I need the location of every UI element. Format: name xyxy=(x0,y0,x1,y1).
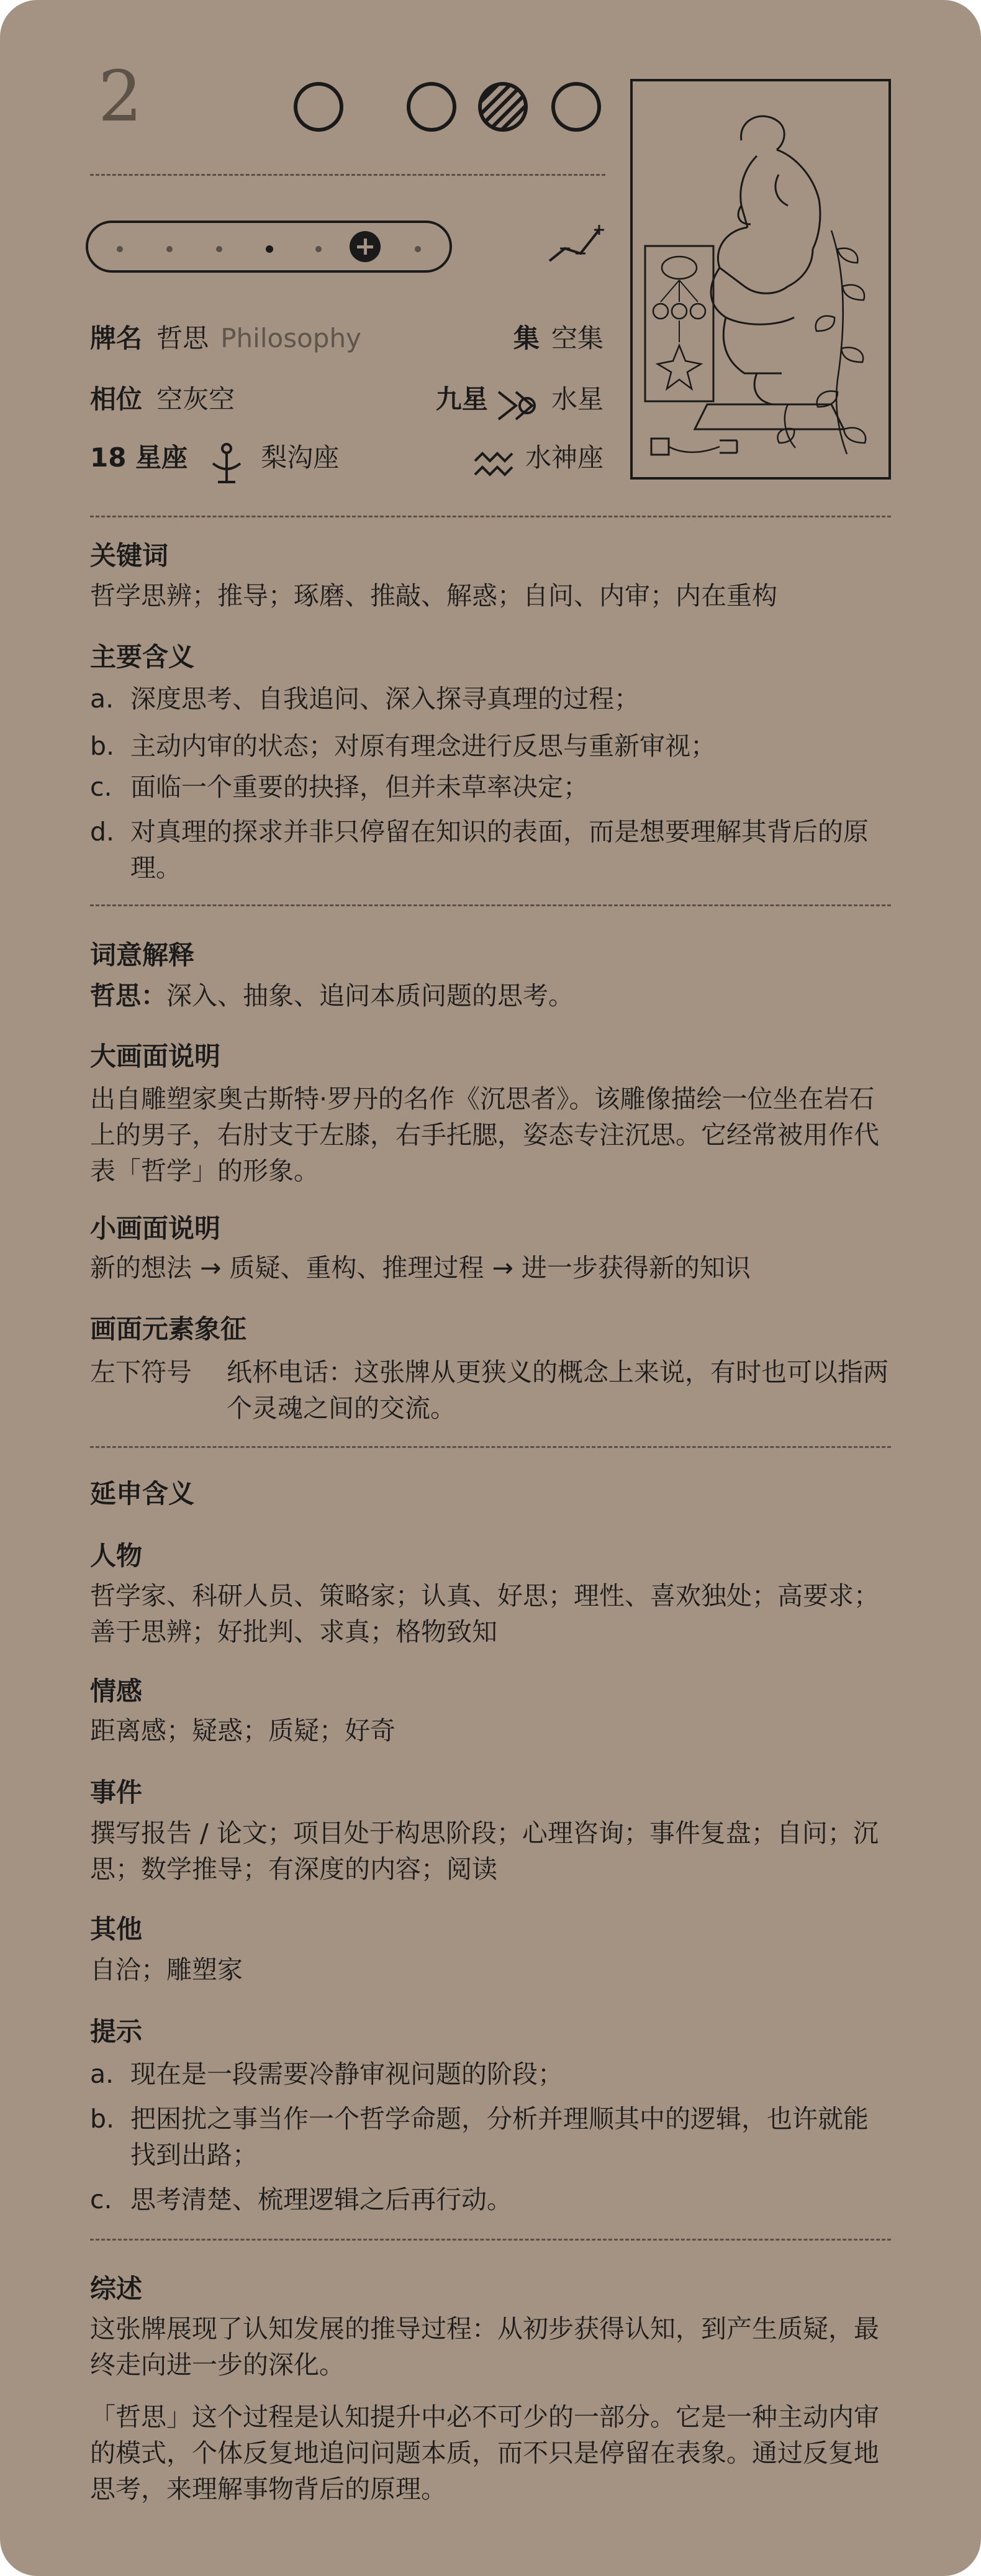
circle-empty-icon xyxy=(551,82,601,132)
keywords-text: 哲学思辨；推导；琢磨、推敲、解惑；自问、内审；内在重构 xyxy=(90,581,777,611)
word-meaning-line xyxy=(90,978,891,1014)
item-mark: b. xyxy=(90,2104,115,2134)
emotion-title: 情感 xyxy=(90,1676,143,1706)
item-mark: b. xyxy=(90,731,115,761)
keywords-title: 关键词 xyxy=(90,540,169,571)
divider xyxy=(90,516,891,517)
item-mark: c. xyxy=(90,2185,112,2214)
tip-item xyxy=(90,2101,891,2173)
name-en: Philosophy xyxy=(220,323,361,353)
divider xyxy=(90,2239,891,2241)
constellation-value: 梨沟座 xyxy=(261,442,340,473)
divider xyxy=(90,174,605,176)
item-mark: a. xyxy=(90,2059,114,2089)
event-text: 撰写报告 / 论文；项目处于构思阶段；心理咨询；事件复盘；自问；沉思；数学推导；有深度的内容；阅读 xyxy=(90,1818,879,1884)
summary-paragraph: 「哲思」这个过程是认知提升中必不可少的一部分。它是一种主动内审的模式，个体反复地追问问题本质，而不只是停留在表象。通过反复地思考，来理解事物背后的原理。 xyxy=(90,2402,879,2504)
item-text: 对真理的探求并非只停留在知识的表面，而是想要理解其背后的原理。 xyxy=(130,817,869,883)
info-nine-star-row xyxy=(422,379,604,423)
aquarius-symbol-icon xyxy=(474,448,515,480)
line-graph-icon xyxy=(546,224,605,267)
item-text: 现在是一段需要冷静审视问题的阶段； xyxy=(130,2059,563,2089)
item-mark: d. xyxy=(90,817,115,847)
item-text: 主动内审的状态；对原有理念进行反思与重新审视； xyxy=(130,731,716,761)
tip-item xyxy=(90,2182,891,2218)
slider-dot xyxy=(266,245,273,253)
main-meaning-item xyxy=(90,728,891,764)
name-label: 牌名 xyxy=(90,323,143,353)
slider-dot xyxy=(117,246,123,252)
info-phase-row xyxy=(90,379,235,416)
phase-value: 空灰空 xyxy=(156,384,235,414)
word-meaning-title: 词意解释 xyxy=(90,940,195,970)
slider-dot xyxy=(315,246,322,252)
anchor-symbol-icon xyxy=(209,442,244,486)
main-meaning-item xyxy=(90,814,891,886)
small-picture-title: 小画面说明 xyxy=(90,1213,221,1244)
item-text: 深度思考、自我追问、深入探寻真理的过程； xyxy=(130,684,640,714)
divider xyxy=(90,904,891,906)
people-title: 人物 xyxy=(90,1541,143,1571)
extended-title: 延申含义 xyxy=(90,1478,195,1509)
slider-dot xyxy=(415,246,421,252)
card-number: 2 xyxy=(98,57,143,137)
main-meaning-title: 主要含义 xyxy=(90,642,195,672)
other-text: 自洽；雕塑家 xyxy=(90,1955,243,1985)
item-mark: a. xyxy=(90,684,114,714)
phase-label: 相位 xyxy=(90,384,143,414)
symbol-row xyxy=(90,1354,891,1426)
set-label: 集 xyxy=(513,323,540,353)
card-illustration xyxy=(630,79,891,480)
plus-circle-icon[interactable] xyxy=(350,231,381,262)
item-text: 把困扰之事当作一个哲学命题，分析并理顺其中的逻辑，也许就能找到出路； xyxy=(130,2104,869,2170)
set-value: 空集 xyxy=(551,323,604,353)
item-mark: c. xyxy=(90,772,112,802)
symbols-title: 画面元素象征 xyxy=(90,1314,247,1344)
summary-paragraph: 这张牌展现了认知发展的推导过程：从初步获得认知，到产生质疑，最终走向进一步的深化。 xyxy=(90,2314,879,2380)
zodiac-value: 水神座 xyxy=(525,442,604,473)
divider xyxy=(90,1446,891,1448)
info-zodiac-row xyxy=(459,437,604,480)
thinker-illustration xyxy=(633,81,888,477)
summary-title: 综述 xyxy=(90,2273,143,2304)
info-name-row xyxy=(90,318,361,355)
mercury-symbol-icon xyxy=(495,388,545,423)
slider-dot xyxy=(166,246,173,252)
constellation-label: 18 星座 xyxy=(90,442,188,473)
circle-hatched-icon xyxy=(478,82,528,132)
symbol-text: 纸杯电话：这张牌从更狭义的概念上来说，有时也可以指两个灵魂之间的交流。 xyxy=(227,1357,888,1423)
people-text: 哲学家、科研人员、策略家；认真、好思；理性、喜欢独处；高要求；善于思辨；好批判、求真；格物致知 xyxy=(90,1581,879,1647)
word-term: 哲思： xyxy=(90,981,166,1011)
info-set-row xyxy=(509,318,604,355)
circle-empty-icon xyxy=(294,82,343,132)
nine-star-label: 九星 xyxy=(435,384,488,414)
tips-title: 提示 xyxy=(90,2016,143,2047)
other-title: 其他 xyxy=(90,1914,143,1944)
main-meaning-item xyxy=(90,681,891,717)
big-picture-text: 出自雕塑家奥古斯特·罗丹的名作《沉思者》。该雕像描绘一位坐在岩石上的男子，右肘支于左膝，右手托腮，姿态专注沉思。它经常被用作代表「哲学」的形象。 xyxy=(90,1084,879,1186)
event-title: 事件 xyxy=(90,1777,143,1808)
circle-empty-icon xyxy=(407,82,456,132)
tip-item xyxy=(90,2056,891,2092)
item-text: 面临一个重要的抉择，但并未草率决定； xyxy=(130,772,589,802)
big-picture-title: 大画面说明 xyxy=(90,1041,221,1072)
emotion-text: 距离感；疑惑；质疑；好奇 xyxy=(90,1716,396,1745)
info-constellation-row xyxy=(90,437,339,486)
symbol-label: 左下符号 xyxy=(90,1357,192,1387)
item-text: 思考清楚、梳理逻辑之后再行动。 xyxy=(130,2185,512,2214)
small-picture-text: 新的想法 → 质疑、重构、推理过程 → 进一步获得新的知识 xyxy=(90,1253,751,1283)
nine-star-value: 水星 xyxy=(551,384,604,414)
word-definition: 深入、抽象、追问本质问题的思考。 xyxy=(166,981,574,1011)
slider-dot xyxy=(216,246,222,252)
name-cn: 哲思 xyxy=(156,323,209,353)
main-meaning-item xyxy=(90,769,891,805)
